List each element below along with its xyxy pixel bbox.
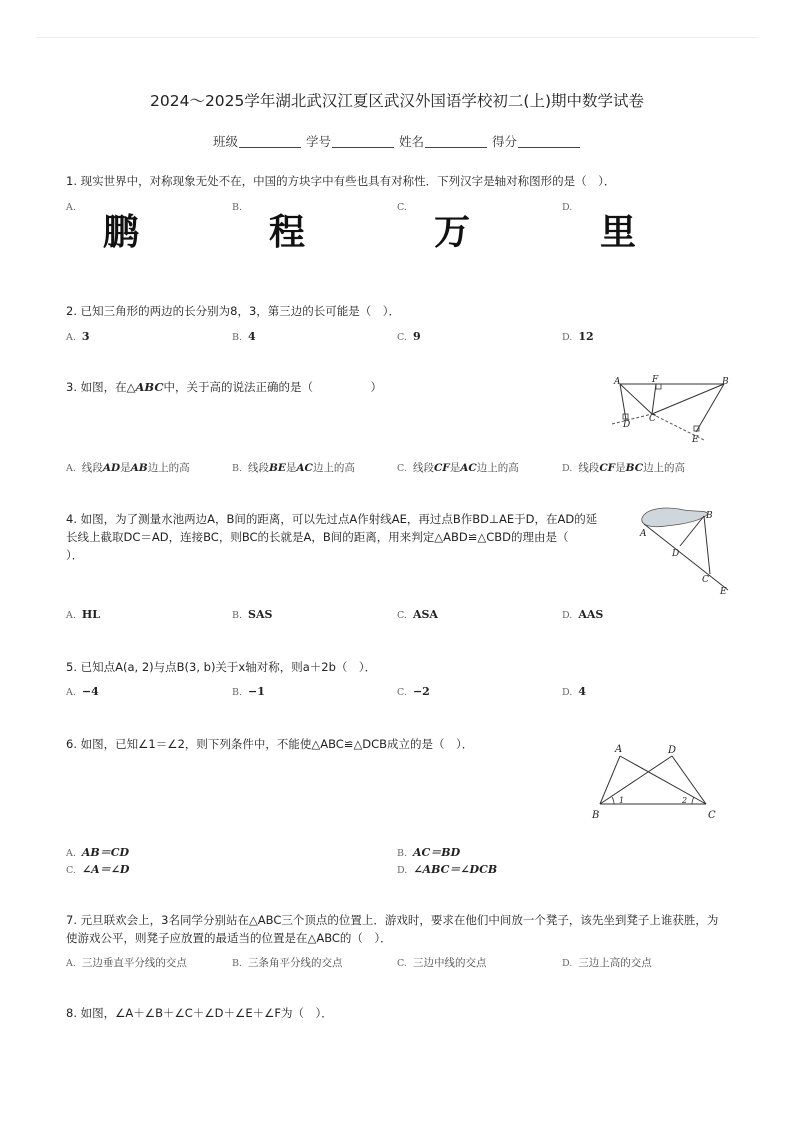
id-label: 学号 [305,134,331,149]
q1-char-b: 程 [269,212,306,253]
q2-option-b[interactable]: B. 4 [232,330,256,343]
q5-option-d[interactable]: D. 4 [562,685,586,698]
q4-option-b[interactable]: B. SAS [232,608,273,621]
q3-triangle-figure [608,374,738,448]
q4-option-a[interactable]: A. HL [66,608,101,621]
q3-label-f: F [652,375,659,385]
question-1-stem: 1. 现实世界中，对称现象无处不在，中国的方块字中有些也具有对称性．下列汉字是轴对称图形的是（ ）． [66,174,616,188]
q5-option-c[interactable]: C. −2 [397,685,430,698]
q6-label-a: A [615,744,623,755]
q3-option-a[interactable]: A. 线段AD是AB边上的高 [66,462,190,474]
q6-triangles-figure [588,740,724,824]
page-title: 2024～2025学年湖北武汉江夏区武汉外国语学校初二(上)期中数学试卷 [150,92,644,110]
q1-option-c[interactable]: C. [397,202,407,213]
id-blank[interactable] [332,147,394,148]
question-7-stem: 7. 元旦联欢会上，3名同学分别站在△ABC三个顶点的位置上．游戏时，要求在他们中间放一个凳子，该先坐到凳子上谁获胜，为 使游戏公平，则凳子应放置的最适当的位置是在△ABC的（ ）． [66,913,719,945]
score-blank[interactable] [518,147,580,148]
q4-option-c[interactable]: C. ASA [397,608,438,621]
q3-label-b: B [722,377,729,387]
q3-label-d: D [623,420,631,430]
q6-label-b: B [592,810,600,821]
question-4-stem: 4. 如图，为了测量水池两边A，B间的距离，可以先过点A作射线AE，再过点B作BD⊥AE于D，在AD的延 长线上截取DC＝AD，连接BC，则BC的长就是A，B间的距离，用来判定△ABD≌△CBD的理由是（ ）． [66,512,598,562]
question-3-stem: 3. 如图，在△ABC中，关于高的说法正确的是（ ） [66,380,382,394]
q1-char-a: 鹏 [103,212,140,253]
q6-label-angle-1: 1 [619,796,625,805]
q7-option-a[interactable]: A. 三边垂直平分线的交点 [66,957,187,969]
q6-option-d[interactable]: D. ∠ABC＝∠DCB [397,863,498,876]
q4-label-e: E [720,587,727,596]
question-8-stem: 8. 如图，∠A＋∠B＋∠C＋∠D＋∠E＋∠F为（ ）． [66,1006,333,1020]
q3-label-e: E [692,435,699,445]
q1-char-c: 万 [434,212,471,253]
score-label: 得分 [491,134,517,149]
q6-label-c: C [708,810,716,821]
q6-option-a[interactable]: A. AB＝CD [66,846,130,859]
q4-label-b: B [706,511,713,521]
q5-option-a[interactable]: A. −4 [66,685,99,698]
q1-option-d[interactable]: D. [562,202,573,213]
q1-char-d: 里 [600,212,637,253]
q3-label-c: C [649,414,656,424]
q7-option-d[interactable]: D. 三边上高的交点 [562,957,652,969]
question-6-stem: 6. 如图，已知∠1＝∠2，则下列条件中，不能使△ABC≌△DCB成立的是（ ）． [66,737,474,751]
class-blank[interactable] [239,147,301,148]
question-5-stem: 5. 已知点A(a, 2)与点B(3, b)关于x轴对称，则a＋2b（ ）． [66,660,377,674]
q4-label-c: C [702,575,709,585]
q1-option-b[interactable]: B. [232,202,243,213]
q4-pond-figure [636,504,732,596]
q3-option-c[interactable]: C. 线段CF是AC边上的高 [397,462,519,474]
q2-option-c[interactable]: C. 9 [397,330,421,343]
q3-label-a: A [614,377,621,387]
q2-option-d[interactable]: D. 12 [562,330,594,343]
q7-option-b[interactable]: B. 三条角平分线的交点 [232,957,343,969]
q6-label-angle-2: 2 [682,796,688,805]
q2-option-a[interactable]: A. 3 [66,330,90,343]
q5-option-b[interactable]: B. −1 [232,685,265,698]
q3-option-b[interactable]: B. 线段BE是AC边上的高 [232,462,355,474]
name-label: 姓名 [398,134,424,149]
q6-label-d: D [668,745,677,756]
q7-option-c[interactable]: C. 三边中线的交点 [397,957,487,969]
q4-label-d: D [672,549,680,559]
class-label: 班级 [212,134,238,149]
q6-option-c[interactable]: C. ∠A＝∠D [66,863,130,876]
q4-label-a: A [640,529,647,539]
question-2-stem: 2. 已知三角形的两边的长分别为8，3，第三边的长可能是（ ）． [66,304,401,318]
student-info-row [0,132,794,150]
q6-option-b[interactable]: B. AC＝BD [397,846,461,859]
name-blank[interactable] [425,147,487,148]
q1-option-a[interactable]: A. [66,202,76,213]
q4-option-d[interactable]: D. AAS [562,608,604,621]
q3-option-d[interactable]: D. 线段CF是BC边上的高 [562,462,686,474]
top-divider [36,37,758,38]
